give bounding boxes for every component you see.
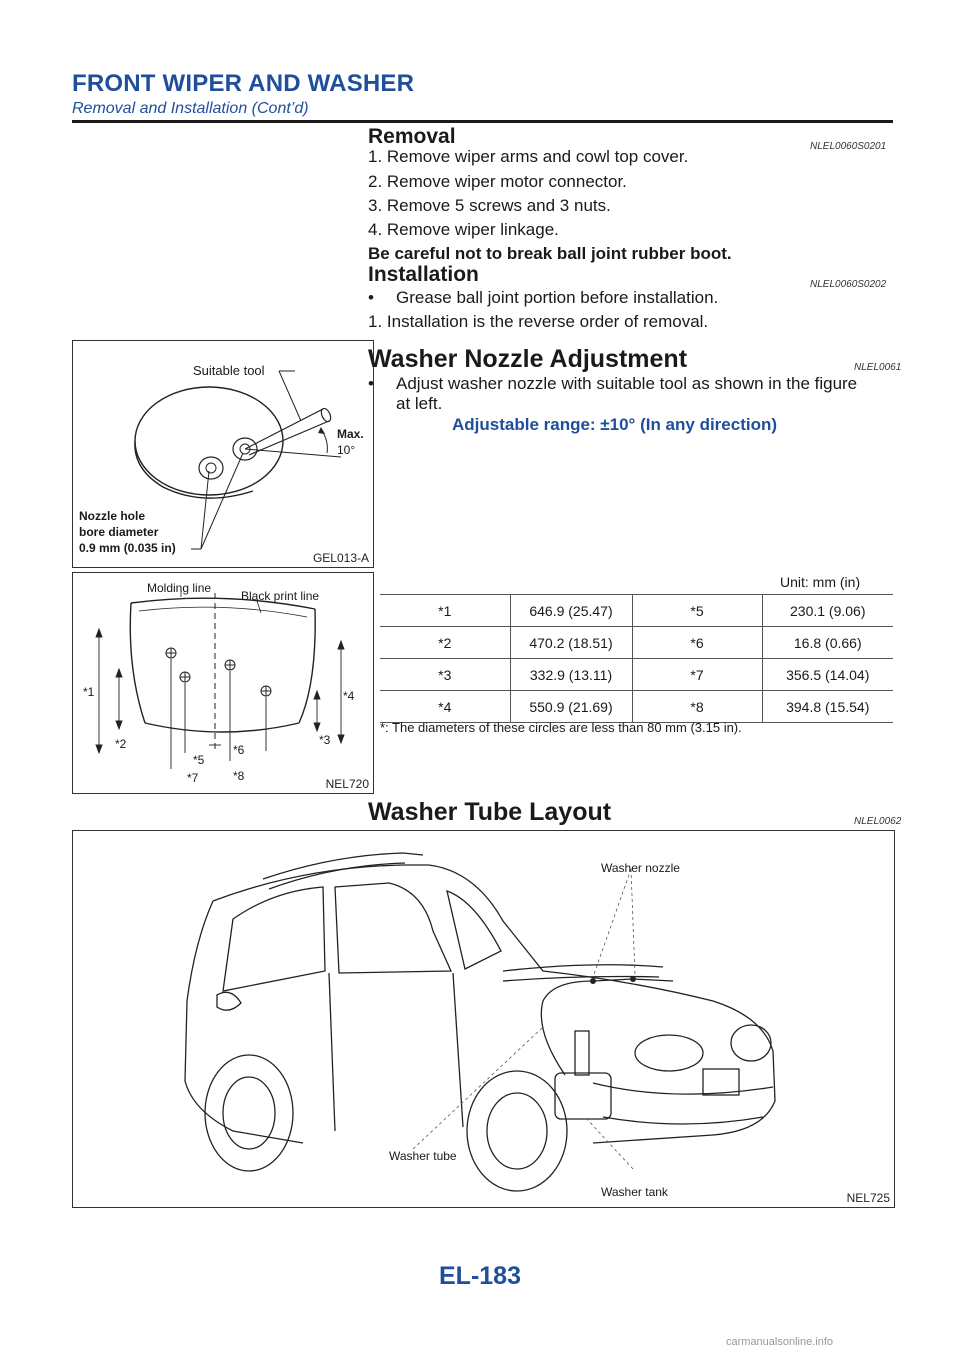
- removal-heading: Removal: [368, 125, 456, 148]
- table-cell: 470.2 (18.51): [510, 627, 632, 659]
- nozzle-bullet-mark: •: [368, 374, 374, 393]
- marker-4: *4: [343, 689, 355, 703]
- table-cell: *8: [632, 691, 762, 723]
- nozzle-bullet-line2: at left.: [396, 394, 443, 413]
- table-cell: *3: [380, 659, 510, 691]
- label-10-deg: 10°: [337, 443, 356, 457]
- label-nozzle-hole-3: 0.9 mm (0.035 in): [79, 541, 176, 555]
- nozzle-adjustment-heading: Washer Nozzle Adjustment: [368, 345, 688, 373]
- label-suitable-tool: Suitable tool: [193, 363, 265, 378]
- installation-step-1: 1. Installation is the reverse order of removal.: [368, 312, 709, 331]
- table-cell: 332.9 (13.11): [510, 659, 632, 691]
- watermark: carmanualsonline.info: [726, 1336, 834, 1348]
- label-black-print-line: Black print line: [241, 589, 320, 603]
- installation-code: NLEL0060S0202: [810, 279, 887, 290]
- removal-step-3: 3. Remove 5 screws and 3 nuts.: [368, 196, 611, 215]
- table-cell: *5: [632, 595, 762, 627]
- table-unit: Unit: mm (in): [780, 574, 861, 590]
- table-row: [380, 659, 893, 691]
- label-max: Max.: [337, 427, 364, 441]
- table-row: [380, 691, 893, 723]
- figure-code-gel013: GEL013-A: [312, 551, 369, 565]
- installation-bullet: Grease ball joint portion before installation.: [396, 288, 719, 307]
- table-cell: 230.1 (9.06): [762, 595, 893, 627]
- vehicle-illustration: [73, 831, 894, 1207]
- table-row: [380, 627, 893, 659]
- removal-code: NLEL0060S0201: [810, 141, 887, 152]
- windshield-illustration: [73, 573, 373, 793]
- tube-layout-code: NLEL0062: [854, 816, 902, 827]
- tube-layout-heading: Washer Tube Layout: [368, 798, 612, 826]
- figure-code-nel725: NEL725: [846, 1191, 890, 1205]
- table-cell: 16.8 (0.66): [762, 627, 893, 659]
- nozzle-adjustment-code: NLEL0061: [854, 362, 902, 373]
- marker-1: *1: [83, 685, 95, 699]
- figure-nozzle-adjustment: [72, 340, 374, 568]
- figure-code-nel720: NEL720: [325, 777, 369, 791]
- label-nozzle-hole-2: bore diameter: [79, 525, 159, 539]
- removal-step-1: 1. Remove wiper arms and cowl top cover.: [368, 147, 689, 166]
- removal-step-4: 4. Remove wiper linkage.: [368, 220, 559, 239]
- label-nozzle-hole-1: Nozzle hole: [79, 509, 146, 523]
- page-header-title: FRONT WIPER AND WASHER: [72, 70, 415, 97]
- installation-bullet-mark: •: [368, 288, 374, 307]
- table-cell: 550.9 (21.69): [510, 691, 632, 723]
- table-row: [380, 595, 893, 627]
- label-washer-tube: Washer tube: [389, 1149, 457, 1163]
- marker-8: *8: [233, 769, 245, 783]
- label-washer-nozzle: Washer nozzle: [601, 861, 680, 875]
- figure-washer-tube-layout: [72, 830, 895, 1208]
- table-note: *: The diameters of these circles are less than 80 mm (3.15 in).: [380, 720, 742, 735]
- table-cell: *2: [380, 627, 510, 659]
- table-cell: *7: [632, 659, 762, 691]
- marker-2: *2: [115, 737, 127, 751]
- nozzle-bullet-line1: Adjust washer nozzle with suitable tool as shown in the figure: [396, 374, 858, 393]
- table-cell: 646.9 (25.47): [510, 595, 632, 627]
- marker-5: *5: [193, 753, 205, 767]
- label-washer-tank: Washer tank: [601, 1185, 668, 1199]
- page-header-subtitle: Removal and Installation (Cont’d): [72, 100, 309, 117]
- table-cell: *4: [380, 691, 510, 723]
- table-cell: *6: [632, 627, 762, 659]
- adjustable-range-spec: Adjustable range: ±10° (In any direction): [452, 415, 778, 434]
- marker-6: *6: [233, 743, 245, 757]
- installation-heading: Installation: [368, 263, 479, 286]
- marker-7: *7: [187, 771, 199, 785]
- removal-caution: Be careful not to break ball joint rubber boot.: [368, 244, 732, 263]
- dimension-table: [380, 594, 893, 723]
- table-cell: 356.5 (14.04): [762, 659, 893, 691]
- removal-step-2: 2. Remove wiper motor connector.: [368, 172, 627, 191]
- figure-windshield-positions: [72, 572, 374, 794]
- table-cell: *1: [380, 595, 510, 627]
- header-rule: [72, 120, 893, 123]
- page-number: EL-183: [439, 1262, 521, 1290]
- label-molding-line: Molding line: [147, 581, 212, 595]
- marker-3: *3: [319, 733, 331, 747]
- table-cell: 394.8 (15.54): [762, 691, 893, 723]
